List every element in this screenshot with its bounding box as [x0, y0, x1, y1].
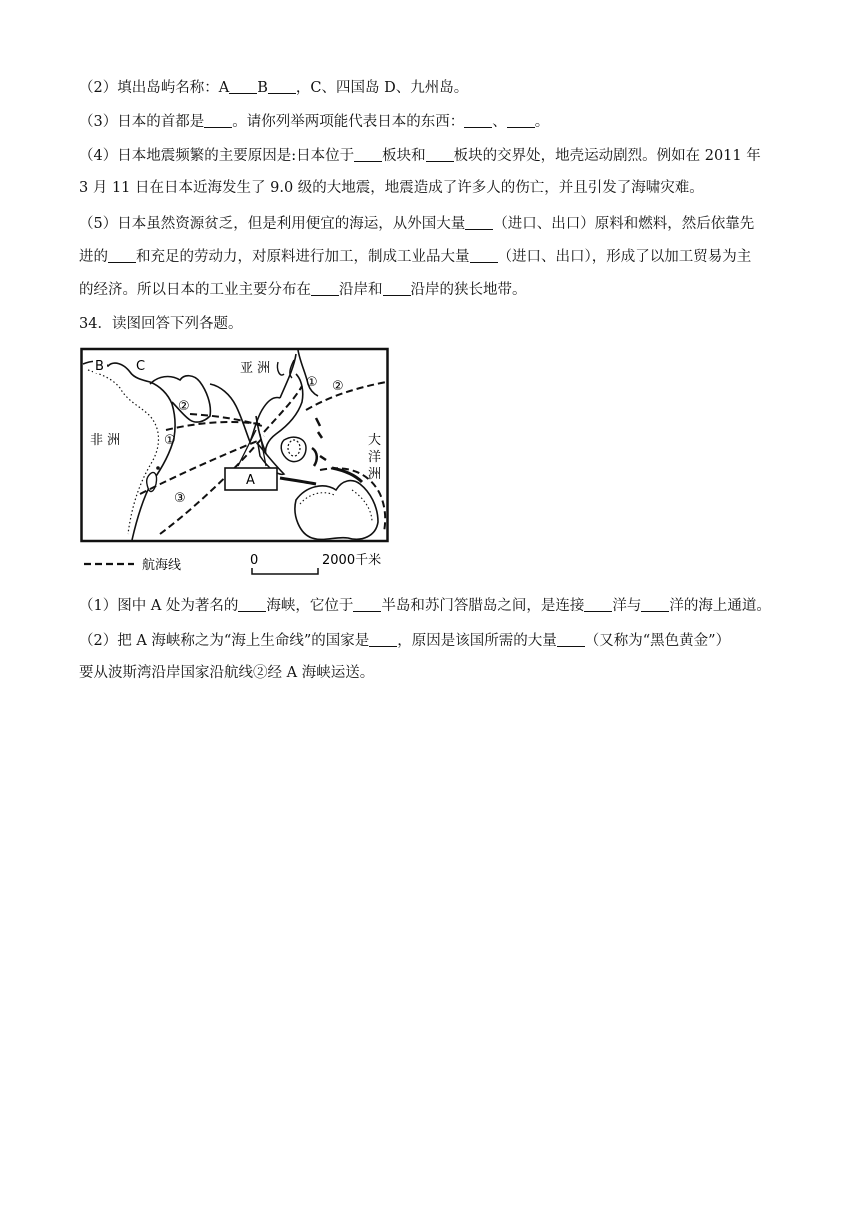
- blank: [354, 146, 382, 162]
- blank: [108, 247, 136, 263]
- text: （5）日本虽然资源贫乏，但是利用便宜的海运，从外国大量: [79, 216, 466, 232]
- blank: [311, 280, 339, 296]
- text: （2）把 A 海峡称之为“海上生命线”的国家是: [79, 633, 370, 649]
- text: （进口、出口），形成了以加工贸易为主: [497, 249, 752, 265]
- text: （进口、出口）原料和燃料，然后依靠先: [493, 216, 755, 232]
- q4-line-2: [79, 178, 704, 198]
- label-oceania-2: 洋: [368, 450, 382, 465]
- text: 要从波斯湾沿岸国家沿航线②经 A 海峡运送。: [79, 665, 375, 681]
- text: 洋与: [612, 598, 642, 614]
- label-route-3: ③: [174, 491, 186, 506]
- text: 沿岸和: [339, 282, 383, 298]
- label-africa: 非 洲: [90, 433, 121, 448]
- label-b: B: [95, 359, 104, 374]
- label-route-2-east: ②: [332, 379, 344, 394]
- text: 。: [534, 114, 550, 130]
- text: （3）日本的首都是: [79, 114, 205, 130]
- text: 和充足的劳动力，对原料进行加工，制成工业品大量: [136, 249, 470, 265]
- blank: [557, 631, 585, 647]
- blank: [268, 78, 296, 94]
- label-route-2-west: ②: [178, 399, 190, 414]
- q34-1-line: [79, 596, 771, 616]
- text: （2）填出岛屿名称：A: [79, 80, 230, 96]
- text: 的经济。所以日本的工业主要分布在: [79, 282, 311, 298]
- q4-line: [79, 146, 761, 166]
- text: 海峡，它位于: [266, 598, 354, 614]
- q5-line-2: [79, 247, 751, 267]
- text: ，原因是该国所需的大量: [397, 633, 557, 649]
- blank: [641, 596, 669, 612]
- q34-heading: [79, 314, 242, 334]
- q2-line: [79, 78, 468, 98]
- label-asia: 亚 洲: [240, 361, 271, 376]
- blank: [383, 280, 411, 296]
- text: B: [257, 80, 268, 96]
- text: 洋的海上通道。: [669, 598, 771, 614]
- q34-2-line-2: [79, 663, 374, 683]
- blank: [584, 596, 612, 612]
- label-oceania-1: 大: [368, 433, 382, 448]
- island-dot: [156, 466, 160, 470]
- text: 进的: [79, 249, 108, 265]
- text: ，C、四国岛 D、九州岛。: [295, 80, 469, 96]
- text: 沿岸的狭长地带。: [410, 282, 527, 298]
- text: （4）日本地震频繁的主要原因是:日本位于: [79, 148, 355, 164]
- text: （1）图中 A 处为著名的: [79, 598, 239, 614]
- text: 半岛和苏门答腊岛之间，是连接: [381, 598, 585, 614]
- blank: [426, 146, 454, 162]
- blank: [465, 214, 493, 230]
- scale-end: 2000千米: [322, 553, 382, 568]
- scale-bar: [252, 568, 318, 574]
- blank: [229, 78, 257, 94]
- label-route-1-east: ①: [306, 375, 318, 390]
- label-route-1-west: ①: [164, 433, 176, 448]
- label-a: A: [246, 473, 255, 488]
- text: 。请你列举两项能代表日本的东西：: [232, 114, 465, 130]
- legend-route-label: 航海线: [142, 558, 182, 573]
- label-oceania-3: 洲: [368, 467, 382, 482]
- text: 34．读图回答下列各题。: [79, 316, 243, 332]
- text: 3 月 11 日在日本近海发生了 9.0 级的大地震，地震造成了许多人的伤亡，并且引发了海啸灾难。: [79, 180, 704, 196]
- label-c: C: [136, 359, 146, 374]
- text: 板块和: [382, 148, 426, 164]
- blank: [507, 112, 535, 128]
- blank: [464, 112, 492, 128]
- text: 、: [492, 114, 507, 130]
- q3-line: [79, 112, 549, 132]
- q5-line-3: [79, 280, 527, 300]
- q34-2-line: [79, 631, 730, 651]
- blank: [353, 596, 381, 612]
- text: 板块的交界处，地壳运动剧烈。例如在 2011 年: [453, 148, 761, 164]
- blank: [470, 247, 498, 263]
- strait-map: [80, 344, 400, 580]
- blank: [204, 112, 232, 128]
- australia: [295, 481, 378, 540]
- scale-zero: 0: [250, 553, 259, 568]
- text: （又称为“黑色黄金”）: [584, 633, 731, 649]
- q5-line: [79, 214, 754, 234]
- blank: [238, 596, 266, 612]
- blank: [369, 631, 397, 647]
